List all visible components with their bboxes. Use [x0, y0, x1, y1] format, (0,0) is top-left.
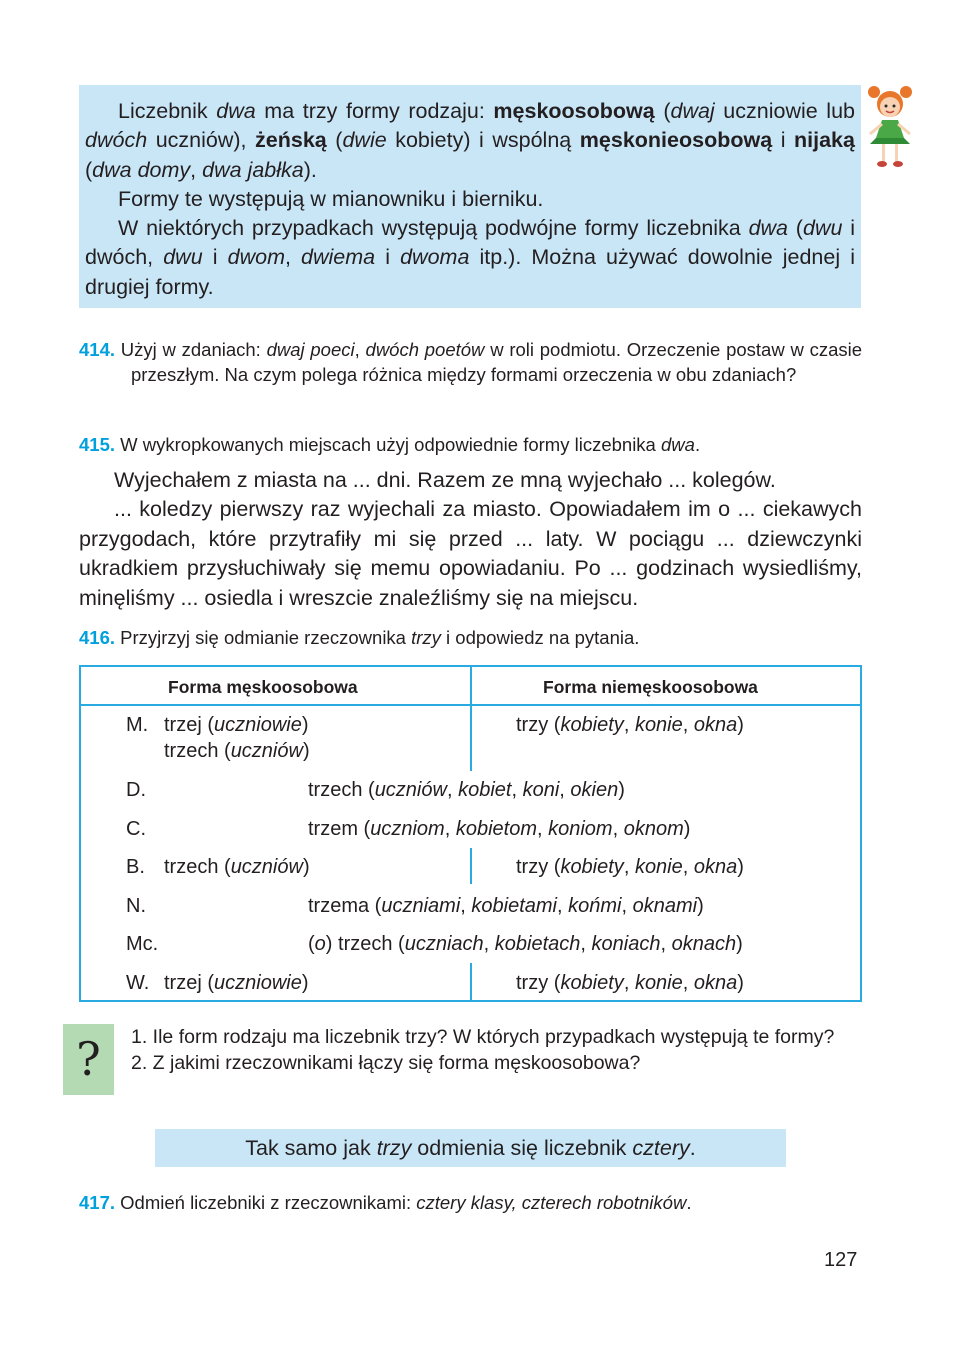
declension-table [79, 665, 862, 1002]
case-label: N. [126, 895, 146, 917]
exercise-number: 414. [79, 339, 116, 360]
column-divider [470, 963, 472, 1000]
story-paragraph-1: Wyjechałem z miasta na ... dni. Razem ze mną wyjechało ... kolegów. [114, 468, 776, 492]
table-cell: trzema (uczniami, kobietami, końmi, oknami) [308, 895, 704, 917]
case-label: M. [126, 714, 149, 736]
exercise-number: 417. [79, 1192, 116, 1213]
girl-illustration [864, 82, 916, 172]
rule-box [79, 85, 861, 308]
rule-paragraph-3: W niektórych przypadkach występują podwójne formy liczebnika dwa (dwu i dwóch, dwu i dwom, dwiema i dwoma itp.). Można używać dowolnie jednej i drugiej formy. [85, 216, 856, 299]
rule-paragraph-1: Liczebnik dwa ma trzy formy rodzaju: męskoosobową (dwaj uczniowie lub dwóch uczniów), żeńską (dwie kobiety) i wspólną męskonieosobową i nijaką (dwa domy, dwa jabłka). [85, 99, 855, 182]
exercise-number: 416. [79, 627, 116, 648]
page-number: 127 [824, 1249, 858, 1271]
table-cell: trzy (kobiety, konie, okna) [516, 714, 744, 736]
column-divider [470, 667, 472, 771]
table-cell: trzy (kobiety, konie, okna) [516, 856, 744, 878]
exercise-416: 416. Przyjrzyj się odmianie rzeczownika trzy i odpowiedz na pytania. [79, 627, 640, 648]
case-label: Mc. [126, 933, 159, 955]
table-cell: trzy (kobiety, konie, okna) [516, 972, 744, 994]
note-box: Tak samo jak trzy odmienia się liczebnik cztery. [155, 1129, 786, 1167]
question-2: 2. Z jakimi rzeczownikami łączy się forma męskoosobowa? [131, 1052, 641, 1074]
table-cell: trzech (uczniów, kobiet, koni, okien) [308, 779, 625, 801]
table-cell: trzech (uczniów) [164, 740, 310, 762]
table-cell: trzej (uczniowie) [164, 972, 309, 994]
rule-paragraph-2: Formy te występują w mianowniku i bierniku. [118, 186, 544, 211]
exercise-414: 414. Użyj w zdaniach: dwaj poeci, dwóch poetów w roli podmiotu. Orzeczenie postaw w czasie przeszłym. Na czym polega różnica między formami orzeczenia w obu zdaniach? [79, 339, 863, 385]
exercise-415-text [79, 466, 862, 613]
table-cell: trzej (uczniowie) [164, 714, 309, 736]
case-label: B. [126, 856, 145, 878]
table-cell: (o) trzech (uczniach, kobietach, koniach, oknach) [308, 933, 743, 955]
column-divider [470, 848, 472, 884]
exercise-417: 417. Odmień liczebniki z rzeczownikami: cztery klasy, czterech robotników. [79, 1192, 692, 1213]
question-1: 1. Ile form rodzaju ma liczebnik trzy? W których przypadkach występują te formy? [131, 1026, 835, 1048]
table-header-left: Forma męskoosobowa [168, 677, 358, 697]
story-paragraph-2: ... koledzy pierwszy raz wyjechali za miasto. Opowiadałem im o ... ciekawych przygodach, które przytrafiły mi się przed ... laty. W pociągu ... dziewczynki ukradkiem przysłuchiwały się memu opowiadaniu. Po ... godzinach wysiedliśmy, minęliśmy ... osiedla i wreszcie znaleźliśmy się na miejscu. [79, 497, 862, 610]
table-cell: trzech (uczniów) [164, 856, 310, 878]
table-cell: trzem (uczniom, kobietom, koniom, oknom) [308, 818, 691, 840]
table-header-right: Forma niemęskoosobowa [543, 677, 758, 697]
exercise-415: 415. W wykropkowanych miejscach użyj odpowiednie formy liczebnika dwa. [79, 434, 701, 455]
case-label: W. [126, 972, 150, 994]
case-label: D. [126, 779, 146, 801]
question-mark-icon: ? [63, 1024, 114, 1095]
exercise-number: 415. [79, 434, 116, 455]
questions-list [131, 1024, 862, 1076]
case-label: C. [126, 818, 146, 840]
